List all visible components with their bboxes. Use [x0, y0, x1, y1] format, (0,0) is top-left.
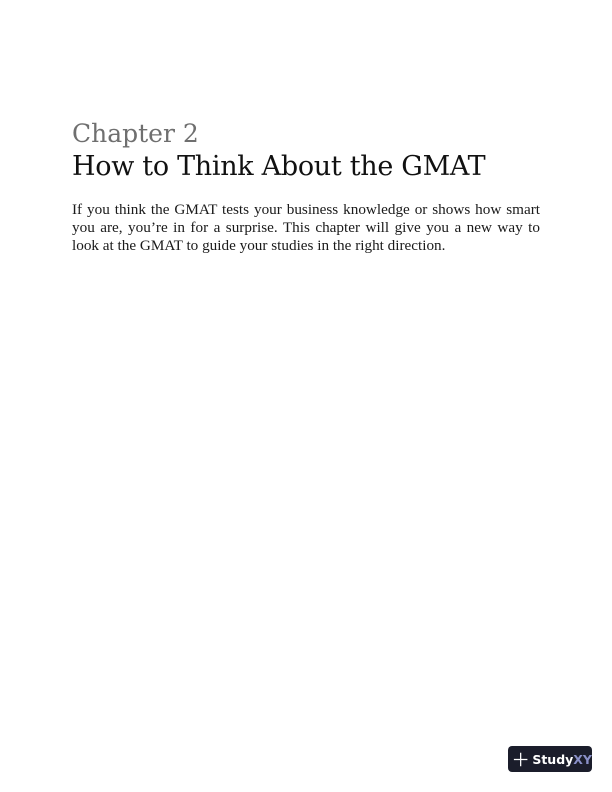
plus-icon: [513, 751, 528, 768]
chapter-label: Chapter 2: [72, 119, 199, 148]
watermark-brand-main: Study: [532, 751, 574, 767]
watermark-brand: [532, 752, 592, 767]
chapter-title: How to Think About the GMAT: [72, 151, 486, 182]
intro-paragraph: If you think the GMAT tests your business knowledge or shows how smart you are, you’re in for a surprise. This chapter will give you a new way to look at the GMAT to guide your studies in the right direction.: [72, 201, 540, 254]
watermark-brand-accent: XY: [573, 751, 592, 767]
studyxy-watermark: [508, 746, 592, 772]
